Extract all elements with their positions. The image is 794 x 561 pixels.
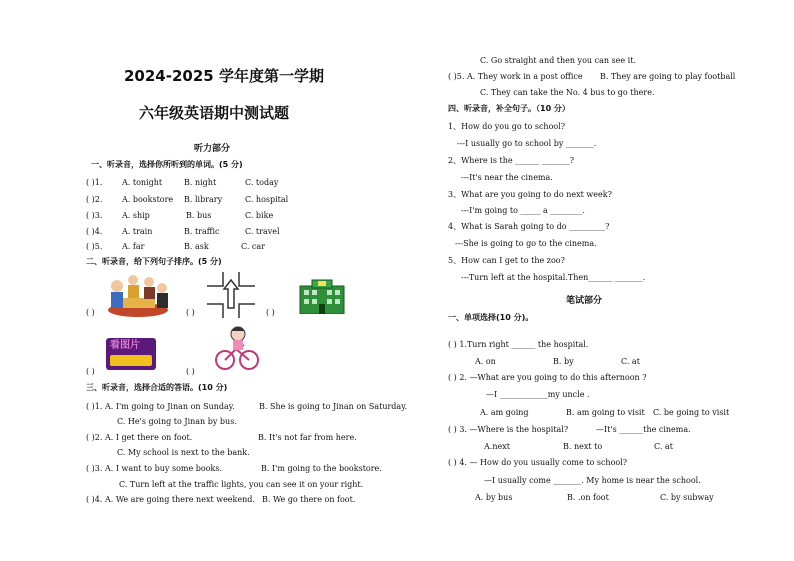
- s2-blank-5[interactable]: ( ): [186, 367, 195, 376]
- s3-q5-option-b: B. They are going to play football: [600, 72, 736, 81]
- s5-q3[interactable]: ( ) 3. —Where is the hospital?: [448, 425, 569, 434]
- s5-q4-dialog: —I usually come _______. My home is near the school.: [484, 476, 701, 485]
- s5-q3-option-b: B. next to: [563, 442, 603, 451]
- s4-q5: 5、How can I get to the zoo?: [448, 256, 565, 265]
- s4-q1: 1、How do you go to school?: [448, 122, 566, 131]
- s1-q5-option-c: C. car: [241, 242, 265, 251]
- s5-q2-dialog: —I ____________my uncle .: [486, 390, 590, 399]
- s3-q1-option-c: C. He's going to Jinan by bus.: [117, 417, 237, 426]
- s5-q4-option-a: A. by bus: [475, 493, 513, 502]
- straight-ahead-sign-picture: [207, 272, 255, 318]
- s4-q5-answer[interactable]: ---Turn left at the hospital.Then______ _______.: [461, 273, 646, 282]
- s2-blank-1[interactable]: ( ): [86, 308, 95, 317]
- s2-blank-2[interactable]: ( ): [186, 308, 195, 317]
- s3-q4-option-c: C. Go straight and then you can see it.: [480, 56, 636, 65]
- s1-q2-option-a: A. bookstore: [122, 195, 174, 204]
- s5-q3-dialog: —It's ______the cinema.: [596, 425, 691, 434]
- s2-blank-4[interactable]: ( ): [86, 367, 95, 376]
- s4-q4[interactable]: 4、What is Sarah going to do _________?: [448, 222, 610, 231]
- s3-q2-option-c: C. My school is next to the bank.: [117, 448, 250, 457]
- s5-q1-option-c: C. at: [621, 357, 640, 366]
- s3-q2-option-b: B. It's not far from here.: [258, 433, 357, 442]
- section-1-heading: 一、听录音，选择你所听到的单词。(5 分): [91, 160, 243, 169]
- hospital-building-picture: [298, 278, 346, 314]
- s5-q2-option-c: C. be going to visit: [653, 408, 730, 417]
- s3-q1-option-a[interactable]: ( )1. A. I'm going to Jinan on Sunday.: [86, 402, 235, 411]
- s1-q3-option-b: B. bus: [186, 211, 212, 220]
- s1-q2-option-c: C. hospital: [245, 195, 289, 204]
- s5-q1-option-b: B. by: [553, 357, 574, 366]
- s5-q4[interactable]: ( ) 4. — How do you usually come to school?: [448, 458, 628, 467]
- s3-q4-option-a[interactable]: ( )4. A. We are going there next weekend.: [86, 495, 255, 504]
- s3-q5-option-a[interactable]: ( )5. A. They work in a post office: [448, 72, 583, 81]
- s1-q1-blank[interactable]: ( )1.: [86, 178, 103, 187]
- s3-q1-option-b: B. She is going to Jinan on Saturday.: [259, 402, 408, 411]
- s4-q2-answer: ---It's near the cinema.: [461, 173, 553, 182]
- section-5-heading: 一、单项选择(10 分)。: [448, 313, 534, 322]
- s5-q3-option-c: C. at: [654, 442, 673, 451]
- s1-q2-option-b: B. library: [184, 195, 223, 204]
- s4-q1-answer[interactable]: ---I usually go to school by _______.: [457, 139, 597, 148]
- s3-q3-option-c: C. Turn left at the traffic lights, you can see it on your right.: [119, 480, 364, 489]
- s5-q2-option-a: A. am going: [480, 408, 529, 417]
- s1-q4-option-c: C. travel: [245, 227, 280, 236]
- s5-q1-option-a: A. on: [475, 357, 496, 366]
- s3-q5-option-c: C. They can take the No. 4 bus to go there.: [480, 88, 655, 97]
- s5-q2-option-b: B. am going to visit: [566, 408, 645, 417]
- s5-q4-option-b: B. .on foot: [567, 493, 609, 502]
- s1-q1-option-b: B. night: [184, 178, 217, 187]
- s1-q5-blank[interactable]: ( )5.: [86, 242, 103, 251]
- exam-subtitle: 六年级英语期中测试题: [139, 104, 290, 122]
- s3-q3-option-b: B. I'm going to the bookstore.: [261, 464, 382, 473]
- s4-q3-answer[interactable]: ---I'm going to _____ a ________.: [461, 206, 585, 215]
- s5-q2[interactable]: ( ) 2. —What are you going to do this afternoon ?: [448, 373, 647, 382]
- s1-q4-blank[interactable]: ( )4.: [86, 227, 103, 236]
- s5-q3-option-a: A.next: [484, 442, 510, 451]
- s1-q1-option-c: C. today: [245, 178, 279, 187]
- s5-q1[interactable]: ( ) 1.Turn right ______ the hospital.: [448, 340, 589, 349]
- s1-q5-option-b: B. ask: [184, 242, 209, 251]
- s1-q1-option-a: A. tonight: [122, 178, 163, 187]
- s1-q4-option-a: A. train: [122, 227, 153, 236]
- s2-blank-3[interactable]: ( ): [266, 308, 275, 317]
- s1-q4-option-b: B. traffic: [184, 227, 220, 236]
- s5-q4-option-c: C. by subway: [660, 493, 714, 502]
- s3-q3-option-a[interactable]: ( )3. A. I want to buy some books.: [86, 464, 222, 473]
- s4-q4-answer: ---She is going to go to the cinema.: [455, 239, 597, 248]
- people-at-table-picture: [103, 272, 173, 318]
- s1-q3-option-c: C. bike: [245, 211, 274, 220]
- s1-q3-blank[interactable]: ( )3.: [86, 211, 103, 220]
- s1-q5-option-a: A. far: [122, 242, 145, 251]
- s1-q3-option-a: A. ship: [122, 211, 150, 220]
- s4-q2[interactable]: 2、Where is the ______ _______?: [448, 156, 574, 165]
- section-3-heading: 三、听录音，选择合适的答语。(10 分): [86, 383, 228, 392]
- s3-q4-option-b: B. We go there on foot.: [262, 495, 356, 504]
- written-part-title: 笔试部分: [566, 296, 603, 306]
- s3-q2-option-a[interactable]: ( )2. A. I get there on foot.: [86, 433, 193, 442]
- listening-part-title: 听力部分: [194, 144, 231, 154]
- section-4-heading: 四、听录音，补全句子。（10 分）: [448, 104, 570, 113]
- colorful-title-picture: 看图片: [106, 338, 156, 370]
- s4-q3: 3、What are you going to do next week?: [448, 190, 612, 199]
- girl-riding-bike-picture: [214, 325, 260, 371]
- exam-title: 2024-2025 学年度第一学期: [124, 67, 324, 85]
- s1-q2-blank[interactable]: ( )2.: [86, 195, 103, 204]
- section-2-heading: 二、听录音，给下列句子排序。(5 分): [86, 257, 222, 266]
